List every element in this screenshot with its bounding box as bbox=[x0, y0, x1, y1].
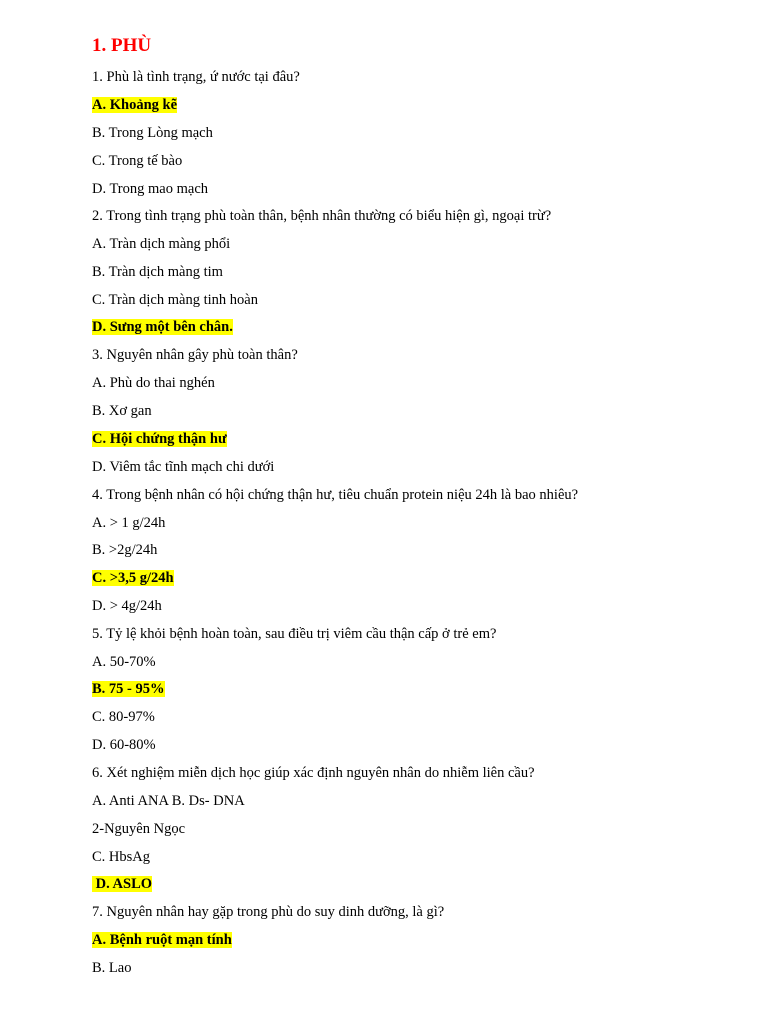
option-line bbox=[92, 291, 258, 309]
answer-line bbox=[92, 569, 174, 587]
option-line bbox=[92, 124, 213, 142]
line-text: B. >2g/24h bbox=[92, 542, 158, 558]
option-line bbox=[92, 736, 156, 754]
correct-answer: A. Khoảng kẽ bbox=[92, 97, 178, 113]
question-line bbox=[92, 68, 300, 86]
option-line bbox=[92, 541, 157, 559]
option-line bbox=[92, 235, 230, 253]
option-line bbox=[92, 458, 274, 476]
line-text: B. Lao bbox=[92, 960, 132, 976]
question-line bbox=[92, 207, 551, 225]
line-text: 6. Xét nghiệm miễn dịch học giúp xác định nguyên nhân do nhiễm liên cầu? bbox=[92, 765, 535, 781]
answer-line bbox=[92, 875, 152, 893]
question-line bbox=[92, 486, 578, 504]
line-text: A. Anti ANA B. Ds- DNA bbox=[92, 793, 245, 809]
line-text: A. Tràn dịch màng phổi bbox=[92, 236, 231, 252]
option-line bbox=[92, 792, 245, 810]
option-line bbox=[92, 180, 208, 198]
line-text: B. Trong Lòng mạch bbox=[92, 125, 213, 141]
line-text: D. Trong mao mạch bbox=[92, 181, 208, 197]
section-title: 1. PHÙ bbox=[92, 35, 152, 56]
question-line bbox=[92, 625, 496, 643]
correct-answer: D. ASLO bbox=[92, 876, 153, 892]
option-line bbox=[92, 514, 165, 532]
line-text: C. 80-97% bbox=[92, 709, 155, 725]
option-line bbox=[92, 959, 131, 977]
line-text: C. HbsAg bbox=[92, 849, 151, 865]
line-text: D. 60-80% bbox=[92, 737, 156, 753]
line-text: A. 50-70% bbox=[92, 654, 156, 670]
option-line bbox=[92, 820, 185, 838]
answer-line bbox=[92, 430, 227, 448]
answer-line bbox=[92, 680, 165, 698]
option-line bbox=[92, 152, 182, 170]
line-text: A. Phù do thai nghén bbox=[92, 375, 215, 391]
line-text: 2. Trong tình trạng phù toàn thân, bệnh nhân thường có biểu hiện gì, ngoại trừ? bbox=[92, 208, 552, 224]
correct-answer: D. Sưng một bên chân. bbox=[92, 319, 233, 335]
answer-line bbox=[92, 931, 232, 949]
line-text: 4. Trong bệnh nhân có hội chứng thận hư, tiêu chuẩn protein niệu 24h là bao nhiêu? bbox=[92, 487, 579, 503]
line-text: C. Tràn dịch màng tinh hoàn bbox=[92, 292, 258, 308]
option-line bbox=[92, 708, 155, 726]
line-text: D. > 4g/24h bbox=[92, 598, 162, 614]
question-line bbox=[92, 903, 444, 921]
question-line bbox=[92, 764, 535, 782]
line-text: 7. Nguyên nhân hay gặp trong phù do suy dinh dưỡng, là gì? bbox=[92, 904, 445, 920]
option-line bbox=[92, 402, 152, 420]
line-text: 1. Phù là tình trạng, ứ nước tại đâu? bbox=[92, 69, 300, 85]
line-text: A. > 1 g/24h bbox=[92, 515, 166, 531]
correct-answer: A. Bệnh ruột mạn tính bbox=[92, 932, 232, 948]
option-line bbox=[92, 597, 162, 615]
correct-answer: C. >3,5 g/24h bbox=[92, 570, 174, 586]
line-text: B. Xơ gan bbox=[92, 403, 152, 419]
line-text: C. Trong tế bào bbox=[92, 153, 183, 169]
question-line bbox=[92, 346, 298, 364]
correct-answer: B. 75 - 95% bbox=[92, 681, 165, 697]
option-line bbox=[92, 848, 150, 866]
line-text: 5. Tỷ lệ khỏi bệnh hoàn toàn, sau điều trị viêm cầu thận cấp ở trẻ em? bbox=[92, 626, 497, 642]
line-text: 2-Nguyên Ngọc bbox=[92, 821, 186, 837]
option-line bbox=[92, 653, 156, 671]
line-text: B. Tràn dịch màng tim bbox=[92, 264, 223, 280]
option-line bbox=[92, 263, 223, 281]
correct-answer: C. Hội chứng thận hư bbox=[92, 431, 227, 447]
line-text: D. Viêm tắc tĩnh mạch chi dưới bbox=[92, 459, 275, 475]
option-line bbox=[92, 374, 215, 392]
answer-line bbox=[92, 96, 177, 114]
line-text: 3. Nguyên nhân gây phù toàn thân? bbox=[92, 347, 298, 363]
answer-line bbox=[92, 318, 233, 336]
